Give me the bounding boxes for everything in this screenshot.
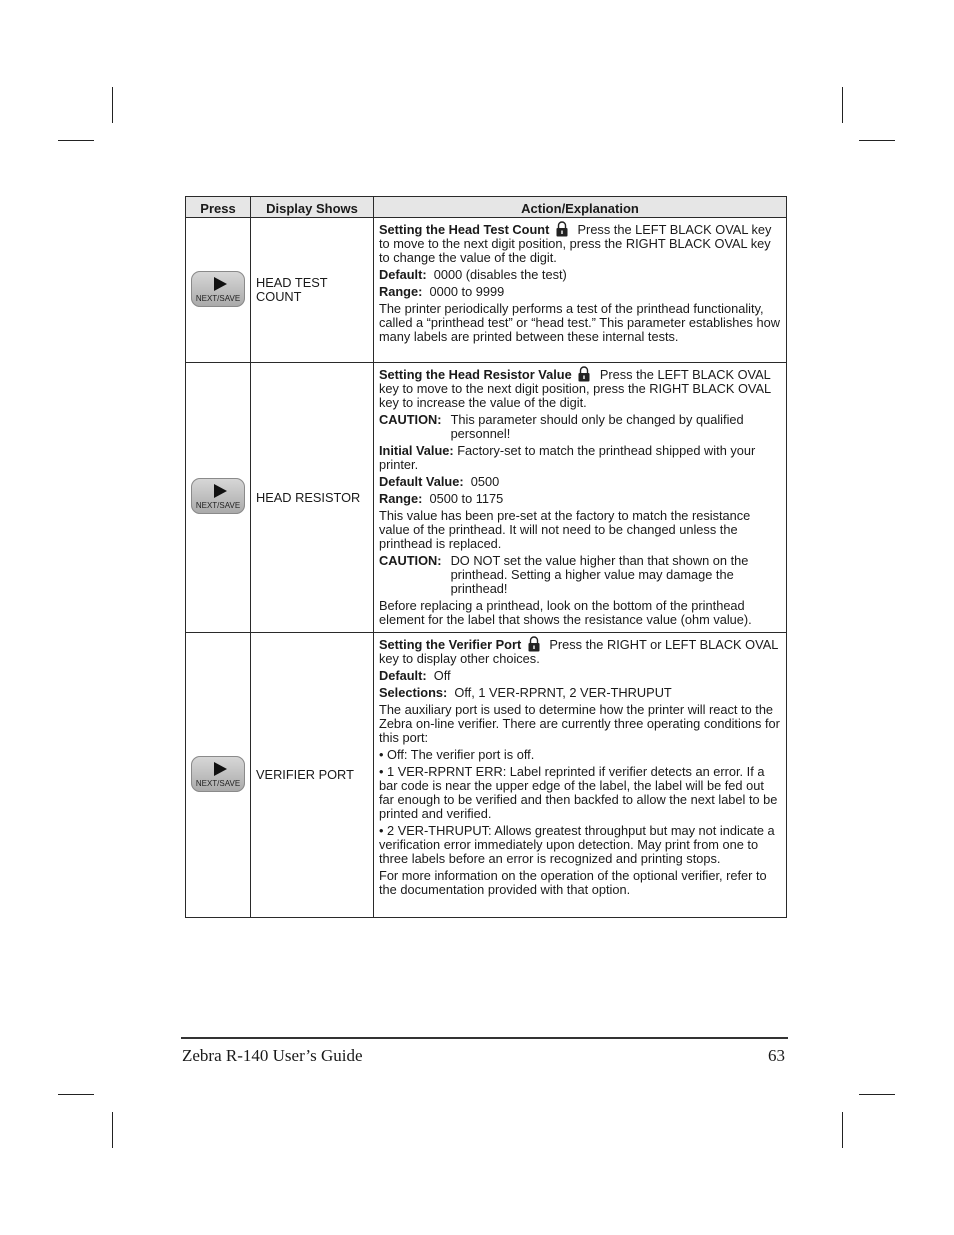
display-cell: VERIFIER PORT <box>251 633 374 918</box>
default-line <box>379 669 782 683</box>
caution-text: DO NOT set the value higher than that shown on the printhead. Setting a higher value may damage the printhead! <box>450 553 749 596</box>
initial-value-label: Initial Value: <box>379 443 454 458</box>
crop-mark <box>58 140 94 141</box>
closing-paragraph: For more information on the operation of the optional verifier, refer to the documentation provided with that option. <box>379 868 767 897</box>
padlock-icon <box>527 636 541 652</box>
crop-mark <box>842 87 843 123</box>
range-line <box>379 285 782 299</box>
range-value: 0500 to 1175 <box>429 491 504 506</box>
header-press: Press <box>186 197 251 218</box>
range-label: Range: <box>379 284 423 299</box>
footer-rule <box>181 1037 788 1039</box>
table-row <box>186 218 787 363</box>
action-cell <box>374 363 787 633</box>
crop-mark <box>859 140 895 141</box>
crop-mark <box>58 1094 94 1095</box>
default-label: Default: <box>379 668 427 683</box>
caution-label: CAUTION: <box>379 412 442 427</box>
next-save-key-icon <box>191 756 245 792</box>
default-label: Default Value: <box>379 474 464 489</box>
footer-title: Zebra R-140 User’s Guide <box>182 1046 363 1065</box>
setting-text: Press the RIGHT or LEFT BLACK OVAL key to display other choices. <box>379 637 778 666</box>
selections-label: Selections: <box>379 685 448 700</box>
caution-label: CAUTION: <box>379 553 442 568</box>
setting-paragraph <box>379 221 782 265</box>
default-line <box>379 475 782 489</box>
table-row <box>186 363 787 633</box>
header-action-explanation: Action/Explanation <box>374 197 787 218</box>
key-label: NEXT/SAVE <box>195 293 241 303</box>
padlock-icon <box>577 366 591 382</box>
range-line <box>379 492 782 506</box>
initial-value-line <box>379 444 782 472</box>
selections-line <box>379 686 782 700</box>
default-value: 0500 <box>470 474 500 489</box>
crop-mark <box>112 87 113 123</box>
default-line <box>379 268 782 282</box>
key-label: NEXT/SAVE <box>195 778 241 788</box>
setting-title: Setting the Head Test Count <box>379 222 550 237</box>
default-value: Off <box>433 668 451 683</box>
description-paragraph: The auxiliary port is used to determine how the printer will react to the Zebra on-line verifier. There are currently three operating conditions for this port: <box>379 702 780 745</box>
description-paragraph: This value has been pre-set at the factory to match the resistance value of the printhead. It will not need to be changed unless the printhead is replaced. <box>379 508 751 551</box>
bullet-item: • 2 VER-THRUPUT: Allows greatest throughput but may not indicate a verification error immediately upon detection. May print from one to three labels before an error is recognized and printing stops. <box>379 823 775 866</box>
press-cell <box>186 218 251 363</box>
crop-mark <box>842 1112 843 1148</box>
default-value: 0000 (disables the test) <box>433 267 567 282</box>
selections-value: Off, 1 VER-RPRNT, 2 VER-THRUPUT <box>454 685 672 700</box>
caution-note <box>379 554 782 596</box>
closing-paragraph: Before replacing a printhead, look on the bottom of the printhead element for the label that shows the resistance value (ohm value). <box>379 598 752 627</box>
table-header-row <box>186 197 787 218</box>
range-value: 0000 to 9999 <box>429 284 505 299</box>
action-cell <box>374 218 787 363</box>
caution-note <box>379 413 782 441</box>
setting-paragraph <box>379 636 782 666</box>
bullet-item: • 1 VER-RPRNT ERR: Label reprinted if verifier detects an error. If a bar code is near the upper edge of the label, the label will be fed out far enough to be verified and then backfed to allow the next label to be printed and verified. <box>379 764 778 821</box>
setting-title: Setting the Verifier Port <box>379 637 522 652</box>
next-save-key-icon <box>191 478 245 514</box>
press-cell <box>186 633 251 918</box>
padlock-icon <box>555 221 569 237</box>
display-cell: HEAD TEST COUNT <box>251 218 374 363</box>
range-label: Range: <box>379 491 423 506</box>
play-arrow-icon <box>214 277 227 291</box>
bullet-item: • Off: The verifier port is off. <box>379 747 535 762</box>
crop-mark <box>859 1094 895 1095</box>
play-arrow-icon <box>214 762 227 776</box>
setting-text: Press the LEFT BLACK OVAL key to move to the next digit position, press the RIGHT BLACK OVAL key to change the value of the digit. <box>379 222 772 265</box>
setting-title: Setting the Head Resistor Value <box>379 367 572 382</box>
caution-text: This parameter should only be changed by qualified personnel! <box>450 412 744 441</box>
setting-paragraph <box>379 366 782 410</box>
play-arrow-icon <box>214 484 227 498</box>
display-cell: HEAD RESISTOR <box>251 363 374 633</box>
next-save-key-icon <box>191 271 245 307</box>
action-cell <box>374 633 787 918</box>
setting-text: Press the LEFT BLACK OVAL key to move to the next digit position, press the RIGHT BLACK OVAL key to increase the value of the digit. <box>379 367 771 410</box>
header-display-shows: Display Shows <box>251 197 374 218</box>
initial-value-text: Factory-set to match the printhead shipped with your printer. <box>379 443 756 472</box>
key-label: NEXT/SAVE <box>195 501 241 510</box>
crop-mark <box>112 1112 113 1148</box>
page-number: 63 <box>768 1046 785 1065</box>
description-paragraph: The printer periodically performs a test of the printhead functionality, called a “printhead test” or “head test.” This parameter establishes how many labels are printed between these internal tests. <box>379 301 780 344</box>
parameter-table <box>185 196 787 918</box>
default-label: Default: <box>379 267 427 282</box>
table-row <box>186 633 787 918</box>
press-cell <box>186 363 251 633</box>
